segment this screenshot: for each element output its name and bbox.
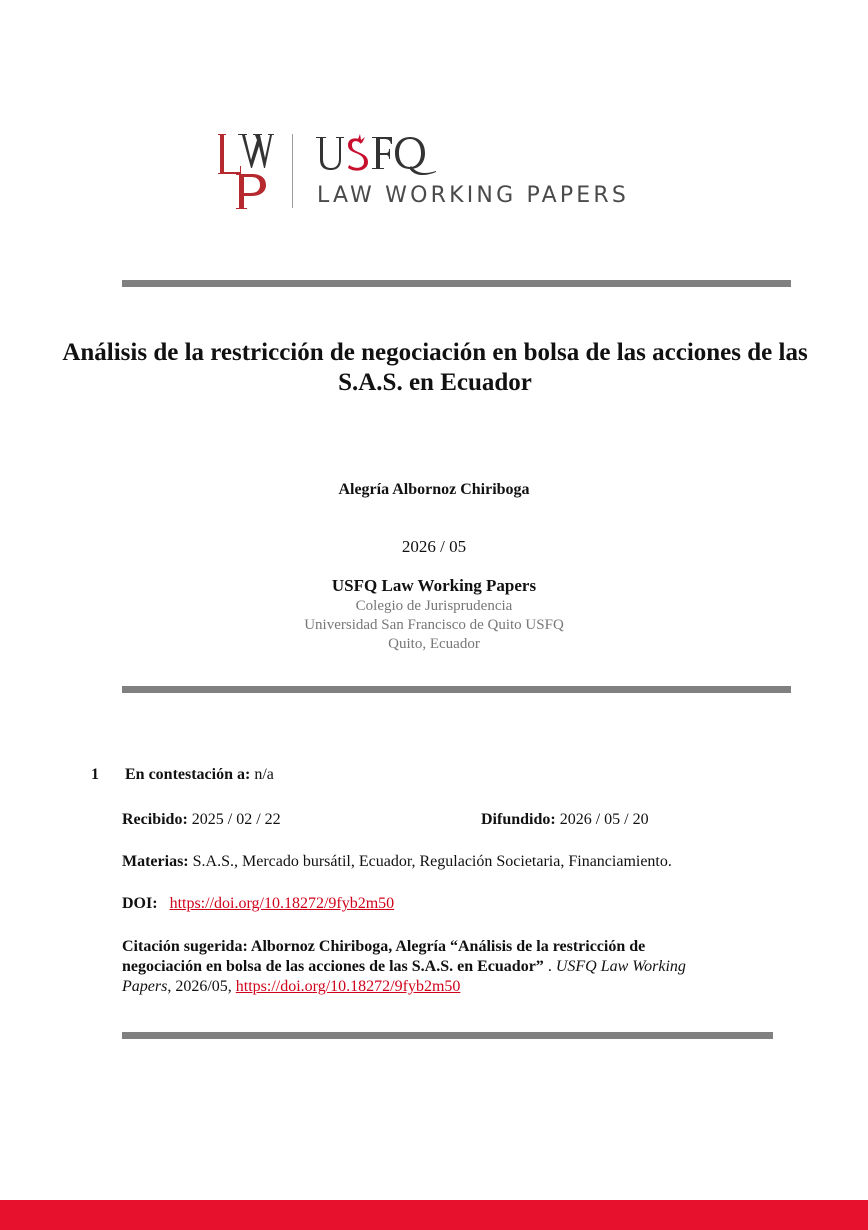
doi-label: DOI: [122,895,158,912]
released-label: Difundido: [481,811,556,828]
top-rule [122,280,791,287]
citation-title: “Análisis de la restricción de negociación en bolsa de las acciones de las S.A.S. en Ecuador” [122,938,646,975]
released-value: 2026 / 05 / 20 [559,811,649,828]
doi-link[interactable]: https://doi.org/10.18272/9fyb2m50 [169,895,395,912]
series-name: USFQ Law Working Papers [331,576,537,595]
received-label: Recibido: [122,811,188,828]
citation-label: Citación sugerida: Albornoz Chiriboga, Alegría [122,938,446,955]
received-row [122,811,281,829]
subjects-label: Materias: [122,853,189,870]
reply-number: 1 [91,766,99,783]
college-name: Colegio de Jurisprudencia [355,598,513,614]
suggested-citation [122,937,722,997]
citation-series: USFQ Law Working Papers [122,958,686,995]
reply-row [91,766,274,784]
logo-divider [292,134,293,208]
lwp-logo-mark [214,130,274,212]
subjects-value: S.A.S., Mercado bursátil, Ecuador, Regulación Societaria, Financiamiento. [192,853,672,870]
reply-label: En contestación a: [125,766,251,783]
received-value: 2025 / 02 / 22 [191,811,281,828]
bottom-rule [122,1032,773,1039]
usfq-logo [314,133,438,177]
middle-rule [122,686,791,693]
publication-date: 2026 / 05 [401,537,467,556]
location: Quito, Ecuador [388,636,480,652]
citation-sep: . [543,958,556,975]
footer-bar [0,1200,868,1230]
logo-subtitle: LAW WORKING PAPERS [317,183,630,208]
reply-value: n/a [254,766,274,783]
subjects-row [122,853,672,871]
author-name: Alegría Albornoz Chiriboga [338,481,530,498]
paper-title: Análisis de la restricción de negociación en bolsa de las acciones de las S.A.S. en Ecuador [62,339,808,396]
citation-doi-link[interactable]: https://doi.org/10.18272/9fyb2m50 [235,978,461,995]
released-row [481,811,649,829]
citation-number: , 2026/05, [167,978,236,995]
doi-row [122,895,394,913]
university-name: Universidad San Francisco de Quito USFQ [304,617,564,633]
